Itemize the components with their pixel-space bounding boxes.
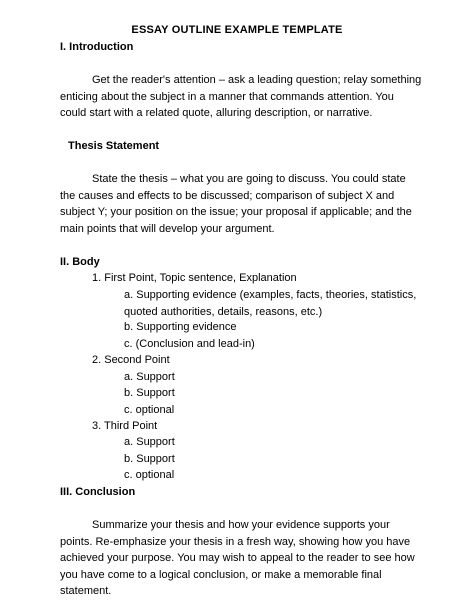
body-point-3: 3. Third Point: [92, 420, 158, 432]
document-title: ESSAY OUTLINE EXAMPLE TEMPLATE: [131, 24, 343, 36]
body-point-2-c: c. optional: [124, 404, 175, 416]
body-point-2: 2. Second Point: [92, 354, 170, 366]
thesis-paragraph: State the thesis – what you are going to discuss. You could state the causes and effects to be discussed; comparison of subject X and subject Y; your position on the issue; your proposal if applicable; and the main points that will develop your argument.: [60, 173, 412, 235]
conclusion-heading: III. Conclusion: [60, 486, 136, 498]
body-point-1-a: a. Supporting evidence (examples, facts, theories, statistics, quoted authorities, details, reasons, etc.): [124, 289, 417, 318]
body-point-1-c: c. (Conclusion and lead-in): [124, 338, 255, 350]
body-point-1: 1. First Point, Topic sentence, Explanation: [92, 272, 297, 284]
body-point-3-b: b. Support: [124, 453, 175, 465]
body-point-3-c: c. optional: [124, 469, 175, 481]
body-point-2-a: a. Support: [124, 371, 175, 383]
conclusion-paragraph: Summarize your thesis and how your evidence supports your points. Re-emphasize your thesis in a fresh way, showing how you have achieved your purpose. You may wish to appeal to the reader to see how you have come to a logical conclusion, or make a memorable final statement.: [60, 519, 415, 597]
body-heading: II. Body: [60, 256, 100, 268]
introduction-heading: I. Introduction: [60, 41, 134, 53]
body-point-2-b: b. Support: [124, 387, 175, 399]
thesis-heading: Thesis Statement: [68, 140, 160, 152]
introduction-paragraph: Get the reader's attention – ask a leading question; relay something enticing about the subject in a manner that commands attention. You could start with a related quote, alluring description, or narrative.: [60, 74, 422, 119]
body-point-1-b: b. Supporting evidence: [124, 321, 237, 333]
body-point-3-a: a. Support: [124, 436, 175, 448]
